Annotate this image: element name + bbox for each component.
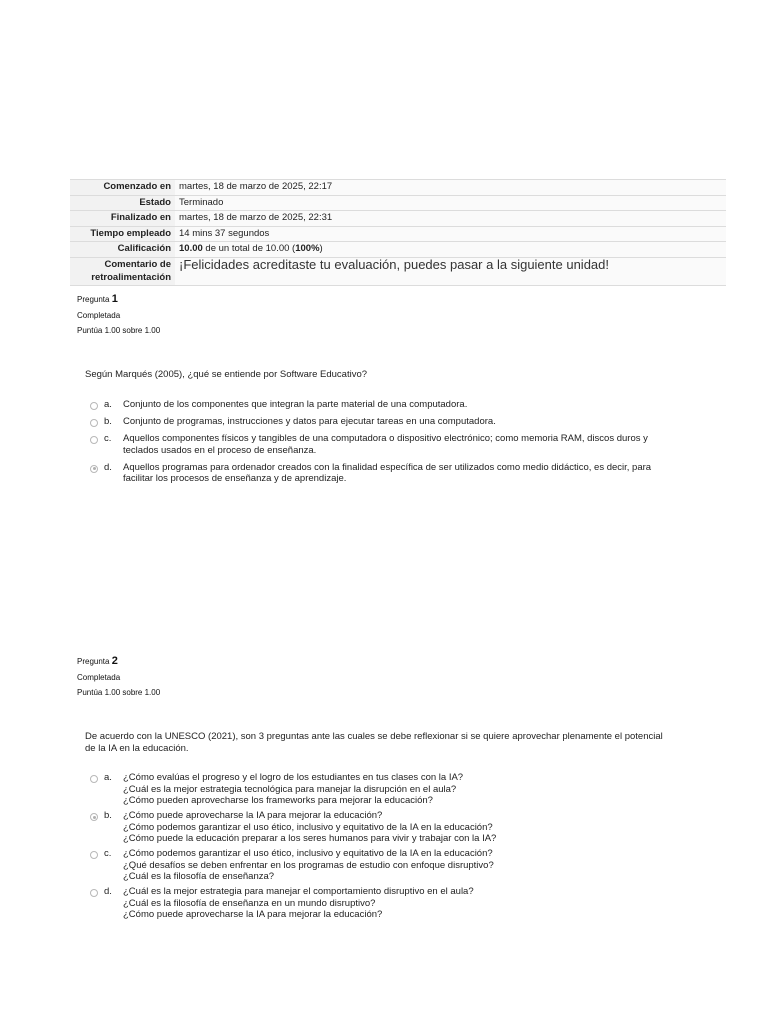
answer-option-a[interactable]	[88, 399, 698, 411]
answer-text-line: Aquellos programas para ordenador creados con la finalidad específica de ser utilizados como medio didáctico, es decir, para	[123, 461, 652, 473]
question-1-state: Completada	[77, 310, 121, 320]
answer-text-line: ¿Qué desafíos se deben enfrentar en los programas de estudio con enfoque disruptivo?	[123, 859, 494, 871]
answer-text-line: ¿Cuál es la filosofía de enseñanza?	[123, 871, 275, 882]
answer-text-line: teclados usados en el proceso de enseñanza.	[123, 444, 317, 456]
answer-text	[123, 462, 698, 485]
answer-text-line: ¿Cómo podemos garantizar el uso ético, inclusivo y equitativo de la IA en la educación?	[123, 848, 493, 859]
answer-option-a[interactable]	[88, 772, 698, 807]
question-2-text	[85, 731, 705, 754]
answer-text	[123, 810, 698, 845]
answer-text-line: ¿Cómo puede la educación preparar a los seres humanos para vivir y trabajar con la IA?	[123, 833, 497, 844]
radio-icon[interactable]	[90, 851, 98, 859]
answer-option-c[interactable]	[88, 433, 698, 456]
answer-text-line: Conjunto de los componentes que integran la parte material de una computadora.	[123, 399, 468, 410]
feedback-label-line: retroalimentación	[91, 271, 171, 283]
answer-text-line: ¿Cuál es la filosofía de enseñanza en un mundo disruptivo?	[123, 897, 376, 909]
answer-letter: d.	[104, 886, 112, 897]
answer-letter: c.	[104, 848, 112, 859]
summary-row-finished	[70, 211, 726, 227]
question-2-answers	[88, 772, 698, 924]
answer-option-d[interactable]	[88, 462, 698, 485]
radio-selected-icon[interactable]	[90, 465, 98, 473]
finished-value: martes, 18 de marzo de 2025, 22:31	[175, 211, 726, 227]
started-value: martes, 18 de marzo de 2025, 22:17	[175, 180, 726, 196]
question-number: 2	[111, 655, 118, 667]
radio-icon[interactable]	[90, 889, 98, 897]
radio-icon[interactable]	[90, 775, 98, 783]
answer-text-line: ¿Cuál es la mejor estrategia tecnológica para manejar la disrupción en el aula?	[123, 783, 457, 795]
question-2-mark: Puntúa 1.00 sobre 1.00	[77, 688, 161, 697]
grade-label: Calificación	[70, 242, 175, 258]
question-2-info	[77, 654, 160, 701]
question-1-text: Según Marqués (2005), ¿qué se entiende por Software Educativo?	[85, 369, 368, 380]
answer-text	[123, 416, 698, 428]
question-prefix: Pregunta	[77, 657, 110, 666]
state-label: Estado	[70, 195, 175, 211]
answer-text-line: ¿Cómo pueden aprovecharse los frameworks para mejorar la educación?	[123, 795, 433, 806]
summary-row-started	[70, 180, 726, 196]
question-1-heading	[77, 292, 160, 308]
attempt-summary-table	[70, 179, 726, 286]
answer-option-c[interactable]	[88, 848, 698, 883]
grade-percent: 100%	[295, 243, 320, 255]
started-label: Comenzado en	[70, 180, 175, 196]
answer-text-line: Conjunto de programas, instrucciones y datos para ejecutar tareas en una computadora.	[123, 416, 496, 427]
question-2-state: Completada	[77, 672, 121, 682]
answer-letter: a.	[104, 772, 112, 783]
feedback-label	[70, 257, 175, 285]
question-1-answers	[88, 399, 698, 490]
answer-text-line: Aquellos componentes físicos y tangibles de una computadora o dispositivo electrónico; como memoria RAM, discos duros y	[123, 433, 648, 444]
answer-text-line: ¿Cuál es la mejor estrategia para manejar el comportamiento disruptivo en el aula?	[123, 886, 474, 897]
answer-letter: d.	[104, 461, 112, 473]
answer-letter: b.	[104, 416, 112, 427]
question-number: 1	[111, 293, 118, 305]
radio-selected-icon[interactable]	[90, 813, 98, 821]
answer-text	[123, 772, 698, 807]
state-value: Terminado	[175, 195, 726, 211]
answer-text	[123, 399, 698, 411]
answer-text-line: ¿Cómo puede aprovecharse la IA para mejorar la educación?	[123, 810, 383, 821]
summary-row-grade	[70, 242, 726, 258]
question-2-heading	[77, 654, 160, 670]
answer-letter: a.	[104, 399, 112, 410]
feedback-value: ¡Felicidades acreditaste tu evaluación, puedes pasar a la siguiente unidad!	[175, 257, 726, 285]
question-1-mark: Puntúa 1.00 sobre 1.00	[77, 326, 161, 335]
question-1-info	[77, 292, 160, 339]
answer-text	[123, 848, 698, 883]
question-prefix: Pregunta	[77, 295, 110, 304]
summary-row-feedback	[70, 257, 726, 285]
answer-option-b[interactable]	[88, 416, 698, 428]
grade-value	[175, 242, 726, 258]
time-value: 14 mins 37 segundos	[175, 226, 726, 242]
radio-icon[interactable]	[90, 419, 98, 427]
answer-letter: c.	[104, 433, 112, 444]
feedback-label-line: Comentario de	[104, 258, 171, 270]
radio-icon[interactable]	[90, 402, 98, 410]
answer-text-line: ¿Cómo evalúas el progreso y el logro de los estudiantes en tus clases con la IA?	[123, 772, 464, 783]
time-label: Tiempo empleado	[70, 226, 175, 242]
grade-close: )	[319, 243, 323, 255]
finished-label: Finalizado en	[70, 211, 175, 227]
summary-row-state	[70, 195, 726, 211]
grade-total: de un total de 10.00 (	[202, 243, 296, 255]
answer-text-line: ¿Cómo puede aprovecharse la IA para mejorar la educación?	[123, 909, 383, 920]
question-2-text-line: De acuerdo con la UNESCO (2021), son 3 preguntas ante las cuales se debe reflexionar si se quiere aprovechar plenamente el potencial	[85, 731, 663, 742]
answer-option-d[interactable]	[88, 886, 698, 921]
question-2-text-line: de la IA en la educación.	[85, 742, 189, 754]
answer-option-b[interactable]	[88, 810, 698, 845]
grade-score: 10.00	[179, 243, 203, 255]
answer-text	[123, 433, 698, 456]
answer-letter: b.	[104, 810, 112, 821]
radio-icon[interactable]	[90, 436, 98, 444]
answer-text-line: ¿Cómo podemos garantizar el uso ético, inclusivo y equitativo de la IA en la educación?	[123, 821, 493, 833]
answer-text	[123, 886, 698, 921]
answer-text-line: facilitar los procesos de enseñanza y de aprendizaje.	[123, 473, 347, 484]
summary-row-time	[70, 226, 726, 242]
